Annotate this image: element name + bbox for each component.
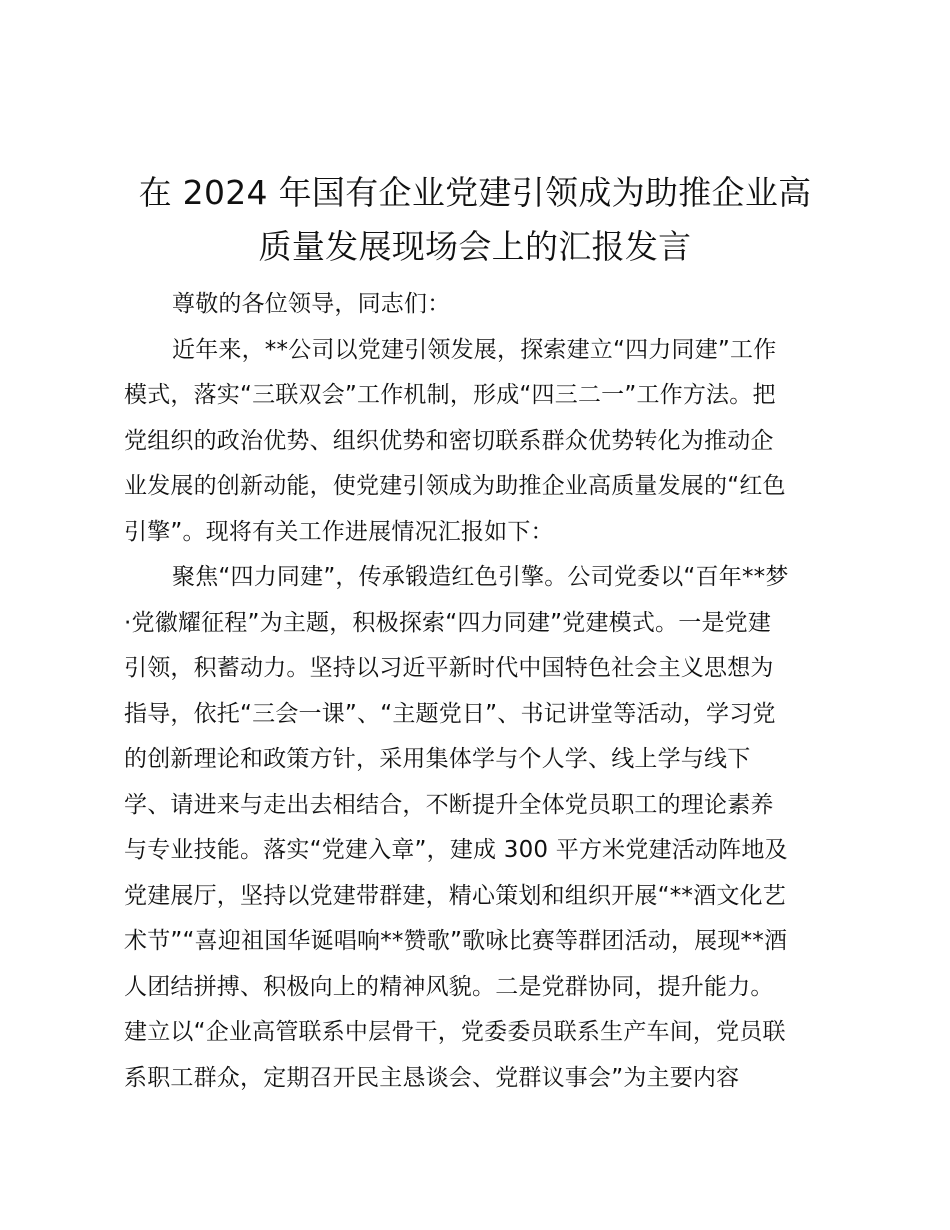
paragraph-line: 学、请进来与走出去相结合，不断提升全体党员职工的理论素养 (124, 791, 774, 818)
paragraph-line: 聚焦“四力同建”，传承锻造红色引擎。公司党委以“百年**梦 (172, 564, 789, 590)
paragraph-line: 党组织的政治优势、组织优势和密切联系群众优势转化为推动企 (124, 427, 774, 454)
paragraph-line: ·党徽耀征程”为主题，积极探索“四力同建”党建模式。一是党建 (124, 609, 772, 636)
paragraph-line: 近年来，**公司以党建引领发展，探索建立“四力同建”工作 (172, 336, 777, 363)
paragraph-line: 的创新理论和政策方针，采用集体学与个人学、线上学与线下 (124, 746, 751, 772)
paragraph-line: 与专业技能。落实“党建入章”，建成 300 平方米党建活动阵地及 (124, 837, 788, 863)
paragraph-line: 系职工群众，定期召开民主恳谈会、党群议事会”为主要内容 (124, 1064, 740, 1091)
paragraph-line: 引擎”。现将有关工作进展情况汇报如下： (124, 518, 554, 545)
paragraph-line: 指导，依托“三会一课”、“主题党日”、书记讲堂等活动，学习党 (124, 700, 776, 727)
paragraph-line: 模式，落实“三联双会”工作机制，形成“四三二一”工作方法。把 (124, 382, 776, 408)
document-title (110, 166, 840, 274)
paragraph-line: 人团结拼搏、积极向上的精神风貌。二是党群协同，提升能力。 (124, 973, 774, 1000)
title-line: 在 2024 年国有企业党建引领成为助推企业高 (138, 173, 812, 212)
paragraph-line: 业发展的创新动能，使党建引领成为助推企业高质量发展的“红色 (124, 473, 786, 499)
title-line: 质量发展现场会上的汇报发言 (258, 227, 692, 266)
paragraph-line: 引领，积蓄动力。坚持以习近平新时代中国特色社会主义思想为 (124, 655, 774, 681)
document-body (124, 282, 836, 1101)
paragraph-line: 建立以“企业高管联系中层骨干，党委委员联系生产车间，党员联 (124, 1019, 786, 1045)
paragraph-line: 党建展厅，坚持以党建带群建，精心策划和组织开展“**酒文化艺 (124, 882, 786, 909)
paragraph-line: 术节”“喜迎祖国华诞唱响**赞歌”歌咏比赛等群团活动，展现**酒 (124, 928, 788, 954)
salutation: 尊敬的各位领导，同志们： (172, 291, 451, 317)
